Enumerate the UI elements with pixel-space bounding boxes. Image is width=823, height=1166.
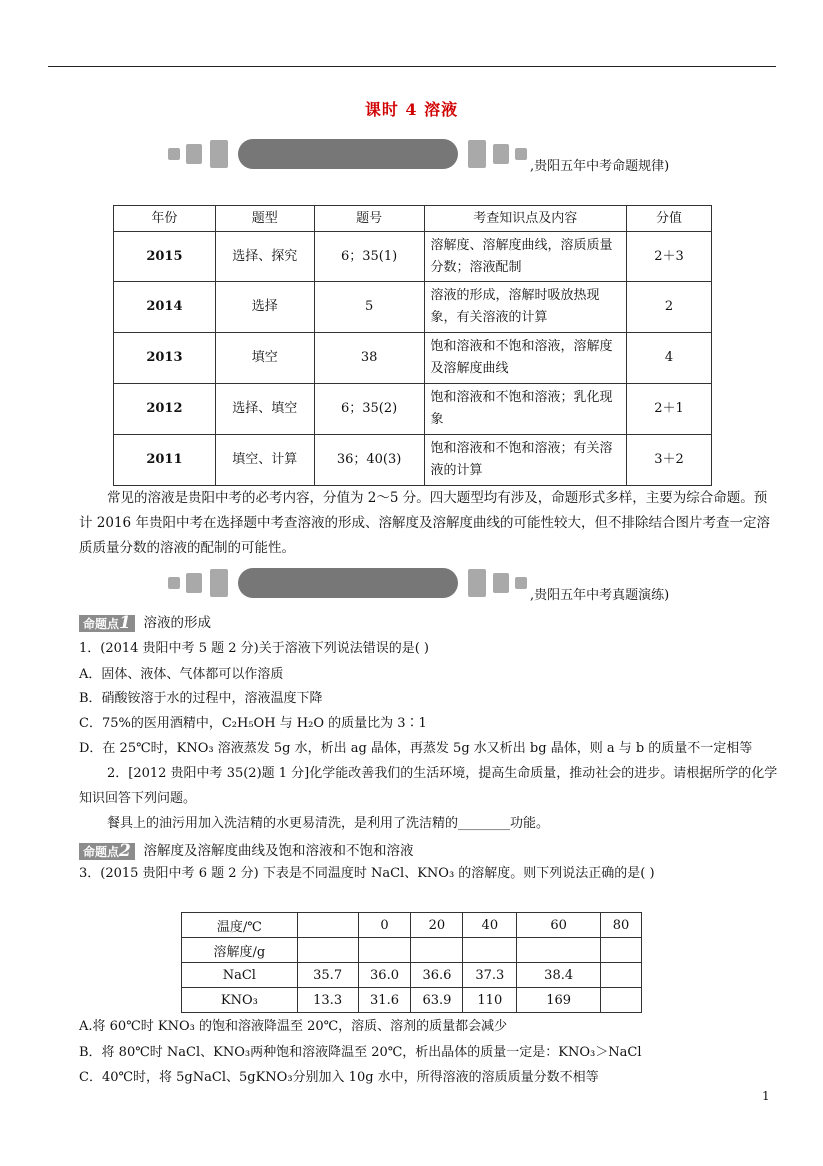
question-3-option-a: A.将 60℃时 KNO₃ 的饱和溶液降温至 20℃，溶质、溶剂的质量都会减少 <box>79 1019 508 1034</box>
point-2-heading: 命题点2 溶解度及溶解度曲线及饱和溶液和不饱和溶液 <box>79 838 779 864</box>
table-row: 溶解度/g <box>182 938 642 963</box>
section-banner-2 <box>168 568 528 598</box>
solubility-table <box>181 912 642 1013</box>
table-header-row: 年份 题型 题号 考查知识点及内容 分值 <box>114 206 712 232</box>
question-3-option-b: B．将 80℃时 NaCl、KNO₃两种饱和溶液降温至 20℃，析出晶体的质量一定是：KNO₃＞NaCl <box>79 1045 642 1060</box>
table-row: 2015 选择、探究 6；35(1) 溶解度、溶解度曲线，溶质质量分数；溶液配制 2＋3 <box>114 232 712 282</box>
section-caption-1: ,贵阳五年中考命题规律) <box>530 159 670 174</box>
section-caption-2: ,贵阳五年中考真题演练) <box>530 588 670 603</box>
question-2-sub: 餐具上的油污用加入洗洁精的水更易清洗，是利用了洗洁精的________功能。 <box>107 816 550 831</box>
page-title: 课时 4 溶液 <box>364 100 459 119</box>
summary-paragraph: 常见的溶液是贵阳中考的必考内容，分值为 2～5 分。四大题型均有涉及，命题形式多样，主要为综合命题。预计 2016 年贵阳中考在选择题中考查溶液的形成、溶解度及溶解度曲线的可能性较大，但不排除结合图片考查一定溶质质量分数的溶液的配制的可能性。 <box>79 490 770 556</box>
point-tag: 命题点2 <box>79 843 135 860</box>
section-banner-1 <box>168 139 528 169</box>
table-row: KNO₃ 13.3 31.6 63.9 110 169 <box>182 988 642 1013</box>
question-1-stem: 1．(2014 贵阳中考 5 题 2 分)关于溶液下列说法错误的是( ) <box>79 641 429 656</box>
point-1-heading: 命题点1 溶液的形成 <box>79 610 779 636</box>
question-2-stem: 2．[2012 贵阳中考 35(2)题 1 分]化学能改善我们的生活环境，提高生命质量，推动社会的进步。请根据所学的化学知识回答下列问题。 <box>79 766 778 806</box>
question-3-option-c: C．40℃时，将 5gNaCl、5gKNO₃分别加入 10g 水中，所得溶液的溶质质量分数不相等 <box>79 1070 599 1085</box>
table-row: 温度/℃ 0 20 40 60 80 <box>182 913 642 938</box>
point-tag: 命题点1 <box>79 615 135 632</box>
question-1-option-b: B．硝酸铵溶于水的过程中，溶液温度下降 <box>79 691 323 706</box>
table-row: 2014 选择 5 溶液的形成，溶解时吸放热现象，有关溶液的计算 2 <box>114 282 712 333</box>
page-number: 1 <box>762 1089 770 1103</box>
question-1-option-c: C．75%的医用酒精中，C₂H₅OH 与 H₂O 的质量比为 3∶1 <box>79 716 427 731</box>
table-row: 2011 填空、计算 36；40(3) 饱和溶液和不饱和溶液；有关溶液的计算 3＋2 <box>114 435 712 486</box>
header-rule <box>48 66 776 67</box>
table-row: 2013 填空 38 饱和溶液和不饱和溶液，溶解度及溶解度曲线 4 <box>114 333 712 384</box>
table-row: 2012 选择、填空 6；35(2) 饱和溶液和不饱和溶液；乳化现象 2＋1 <box>114 384 712 435</box>
table-row: NaCl 35.7 36.0 36.6 37.3 38.4 <box>182 963 642 988</box>
question-1-option-a: A．固体、液体、气体都可以作溶质 <box>79 667 284 682</box>
exam-pattern-table <box>113 205 712 486</box>
question-3-stem: 3．(2015 贵阳中考 6 题 2 分) 下表是不同温度时 NaCl、KNO₃ 的溶解度。则下列说法正确的是( ) <box>79 866 655 881</box>
question-1-option-d: D．在 25℃时，KNO₃ 溶液蒸发 5g 水，析出 ag 晶体，再蒸发 5g 水又析出 bg 晶体，则 a 与 b 的质量不一定相等 <box>79 741 753 756</box>
